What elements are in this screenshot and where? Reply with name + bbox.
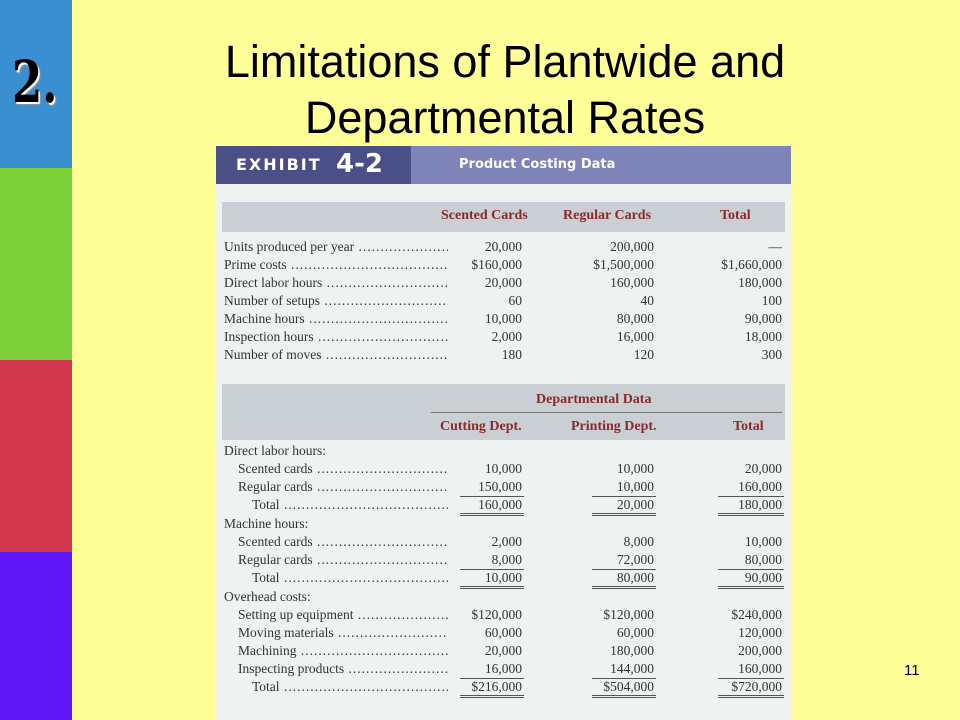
cell: 10,000: [484, 461, 522, 476]
cell: 100: [761, 293, 782, 308]
cell: 200,000: [610, 239, 654, 254]
cell: 300: [761, 347, 782, 362]
row-label: Units produced per year .....: [224, 239, 448, 255]
row-label: Setting up equipment .....: [238, 607, 448, 623]
section-label: Direct labor hours:: [224, 443, 326, 458]
total-double-rule: [592, 695, 656, 698]
section-label: Machine hours:: [224, 516, 309, 531]
side-stripe-red: [0, 360, 72, 552]
cell: 160,000: [478, 497, 522, 512]
cell: 10,000: [616, 479, 654, 494]
cell: 120: [633, 347, 654, 362]
slide-title: [150, 34, 860, 146]
cell: 160,000: [738, 479, 782, 494]
col-header-total: Total: [720, 208, 751, 223]
row-label: Direct labor hours .....: [224, 275, 448, 291]
cell: 8,000: [623, 534, 654, 549]
cell: 90,000: [744, 311, 782, 326]
cell: $120,000: [471, 607, 522, 622]
row-label: Regular cards .....: [238, 552, 448, 568]
cell: $120,000: [603, 607, 654, 622]
cell: 200,000: [738, 643, 782, 658]
cell: 16,000: [616, 329, 654, 344]
slide-title-line-2: Departmental Rates: [304, 92, 706, 143]
cell: 20,000: [616, 497, 654, 512]
total-double-rule: [718, 695, 784, 698]
col-header-regular: Regular Cards: [563, 208, 652, 223]
row-label: Moving materials .....: [238, 625, 448, 641]
exhibit-title: Product Costing Data: [459, 157, 616, 172]
total-double-rule: [460, 695, 524, 698]
total-double-rule: [592, 513, 656, 516]
cell: 72,000: [616, 552, 654, 567]
cell: 10,000: [616, 461, 654, 476]
cell: 60: [508, 293, 522, 308]
row-label: Machine hours .....: [224, 311, 448, 327]
cell: 20,000: [484, 275, 522, 290]
row-label: Inspection hours .....: [224, 329, 448, 345]
side-stripe-purple: [0, 552, 72, 720]
cell: 60,000: [616, 625, 654, 640]
cell: 10,000: [744, 534, 782, 549]
row-label: Prime costs .....: [224, 257, 448, 273]
exhibit-number: 4-2: [336, 149, 383, 179]
col-header-scented: Scented Cards: [441, 208, 528, 223]
exhibit-label: EXHIBIT: [236, 155, 322, 174]
total-double-rule: [460, 586, 524, 589]
row-label: Scented cards .....: [238, 534, 448, 550]
cell: 18,000: [744, 329, 782, 344]
total-double-rule: [460, 513, 524, 516]
cell: 80,000: [616, 570, 654, 585]
cell: 2,000: [491, 534, 522, 549]
cell: $160,000: [471, 257, 522, 272]
row-label: Total .....: [252, 497, 448, 513]
row-label: Total .....: [252, 570, 448, 586]
row-label: Number of setups .....: [224, 293, 448, 309]
cell: 2,000: [491, 329, 522, 344]
cell: 90,000: [744, 570, 782, 585]
header-rule: [431, 412, 782, 413]
dept-group-header: Departmental Data: [536, 392, 652, 407]
section-number: 2.: [12, 48, 58, 116]
cell: 180,000: [738, 275, 782, 290]
cell: —: [768, 239, 782, 254]
cell: $1,500,000: [593, 257, 654, 272]
total-double-rule: [718, 513, 784, 516]
row-label: Machining .....: [238, 643, 448, 659]
exhibit-table: [216, 146, 791, 720]
col-header-printing: Printing Dept.: [571, 419, 657, 434]
row-label: Scented cards .....: [238, 461, 448, 477]
cell: 180,000: [610, 643, 654, 658]
cell: 40: [640, 293, 654, 308]
cell: 144,000: [610, 661, 654, 676]
cell: 180: [501, 347, 522, 362]
col-header-cutting: Cutting Dept.: [440, 419, 522, 434]
cell: $216,000: [471, 679, 522, 694]
side-stripe-green: [0, 168, 72, 360]
cell: 120,000: [738, 625, 782, 640]
cell: 180,000: [738, 497, 782, 512]
cell: 160,000: [738, 661, 782, 676]
row-label: Number of moves .....: [224, 347, 448, 363]
cell: 80,000: [616, 311, 654, 326]
cell: $1,660,000: [721, 257, 782, 272]
cell: 8,000: [491, 552, 522, 567]
cell: 20,000: [744, 461, 782, 476]
exhibit-badge: [216, 146, 411, 184]
exhibit-header: [216, 146, 791, 184]
cell: 10,000: [484, 570, 522, 585]
total-double-rule: [718, 586, 784, 589]
cell: 60,000: [484, 625, 522, 640]
cell: 160,000: [610, 275, 654, 290]
cell: 20,000: [484, 239, 522, 254]
cell: $504,000: [603, 679, 654, 694]
col-header-dept-total: Total: [733, 419, 764, 434]
slide-title-line-1: Limitations of Plantwide and: [224, 36, 786, 87]
cell: 16,000: [484, 661, 522, 676]
row-label: Regular cards .....: [238, 479, 448, 495]
total-double-rule: [592, 586, 656, 589]
cell: 20,000: [484, 643, 522, 658]
cell: 150,000: [478, 479, 522, 494]
cell: $240,000: [731, 607, 782, 622]
page-number: 11: [904, 662, 920, 679]
cell: 10,000: [484, 311, 522, 326]
row-label: Inspecting products .....: [238, 661, 448, 677]
cell: $720,000: [731, 679, 782, 694]
section-label: Overhead costs:: [224, 589, 311, 604]
row-label: Total .....: [252, 679, 448, 695]
cell: 80,000: [744, 552, 782, 567]
